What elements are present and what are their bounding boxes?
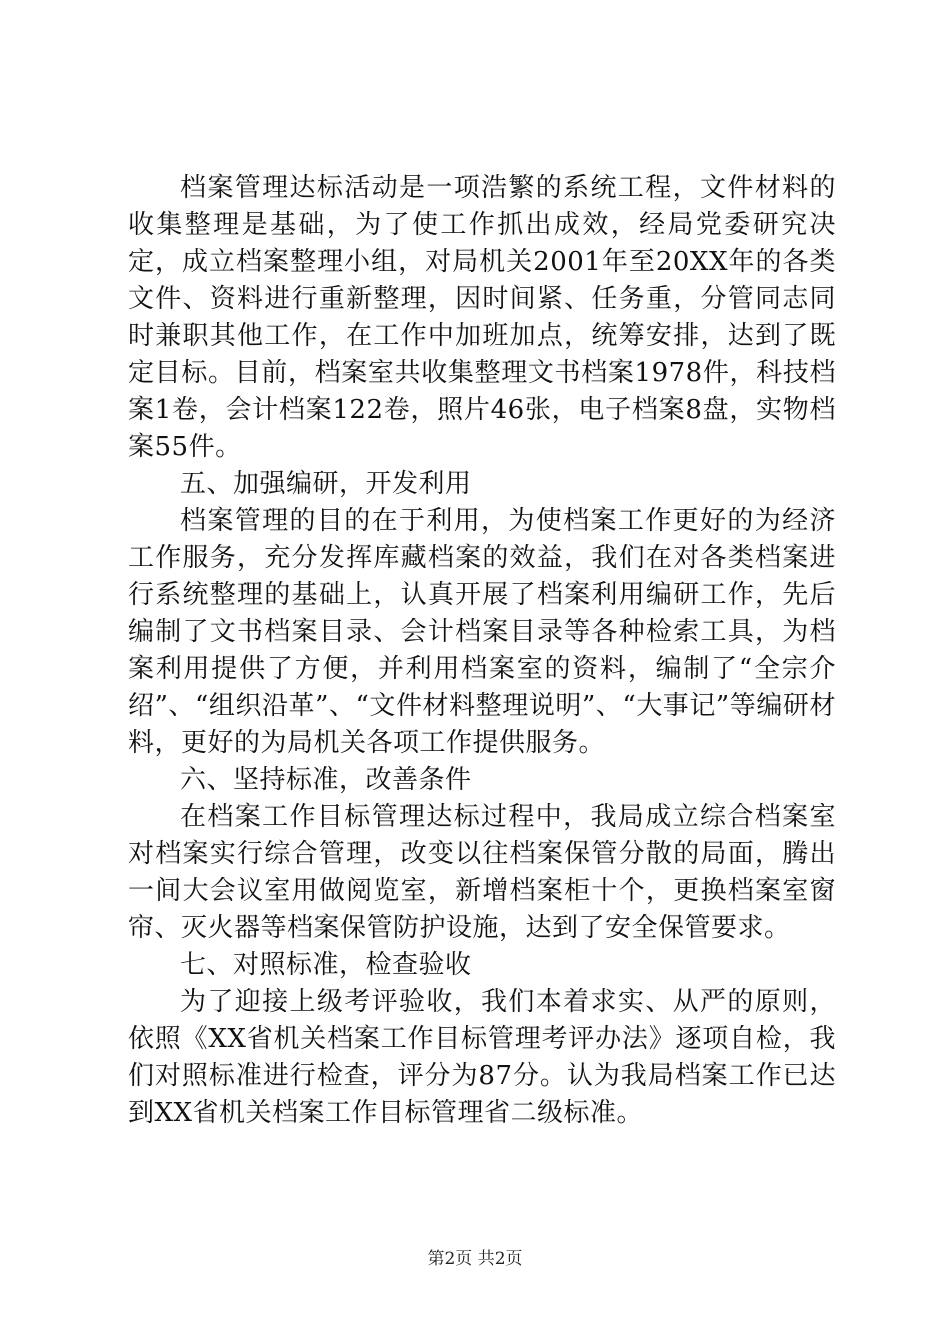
section-heading-7: 七、对照标准，检查验收 xyxy=(180,950,472,980)
paragraph-archive-organizing: 档案管理达标活动是一项浩繁的系统工程，文件材料的收集整理是基础，为了使工作抓出成效，经局党委研究决定，成立档案整理小组，对局机关2001年至20XX年的各类文件、资料进行重新整理，因时间紧、任务重，分管同志同时兼职其他工作，在工作中加班加点，统筹安排，达到了既定目标。目前，档案室共收集整理文书档案1978件，科技档案1卷，会计档案122卷，照片46张，电子档案8盘，实物档案55件。 xyxy=(128,173,836,462)
page-number-footer: 第2页 共2页 xyxy=(427,1249,523,1269)
section-heading-5: 五、加强编研，开发利用 xyxy=(180,469,472,499)
paragraph-section-7: 为了迎接上级考评验收，我们本着求实、从严的原则，依照《XX省机关档案工作目标管理考评办法》逐项自检，我们对照标准进行检查，评分为87分。认为我局档案工作已达到XX省机关档案工作目标管理省二级标准。 xyxy=(128,987,836,1128)
section-heading-6: 六、坚持标准，改善条件 xyxy=(180,765,472,795)
paragraph-section-6: 在档案工作目标管理达标过程中，我局成立综合档案室对档案实行综合管理，改变以往档案保管分散的局面，腾出一间大会议室用做阅览室，新增档案柜十个，更换档案室窗帘、灭火器等档案保管防护设施，达到了安全保管要求。 xyxy=(128,802,836,943)
document-body xyxy=(128,170,836,1132)
paragraph-section-5: 档案管理的目的在于利用，为使档案工作更好的为经济工作服务，充分发挥库藏档案的效益，我们在对各类档案进行系统整理的基础上，认真开展了档案利用编研工作，先后编制了文书档案目录、会计档案目录等各种检索工具，为档案利用提供了方便，并利用档案室的资料，编制了“全宗介绍”、“组织沿革”、“文件材料整理说明”、“大事记”等编研材料，更好的为局机关各项工作提供服务。 xyxy=(128,506,836,758)
